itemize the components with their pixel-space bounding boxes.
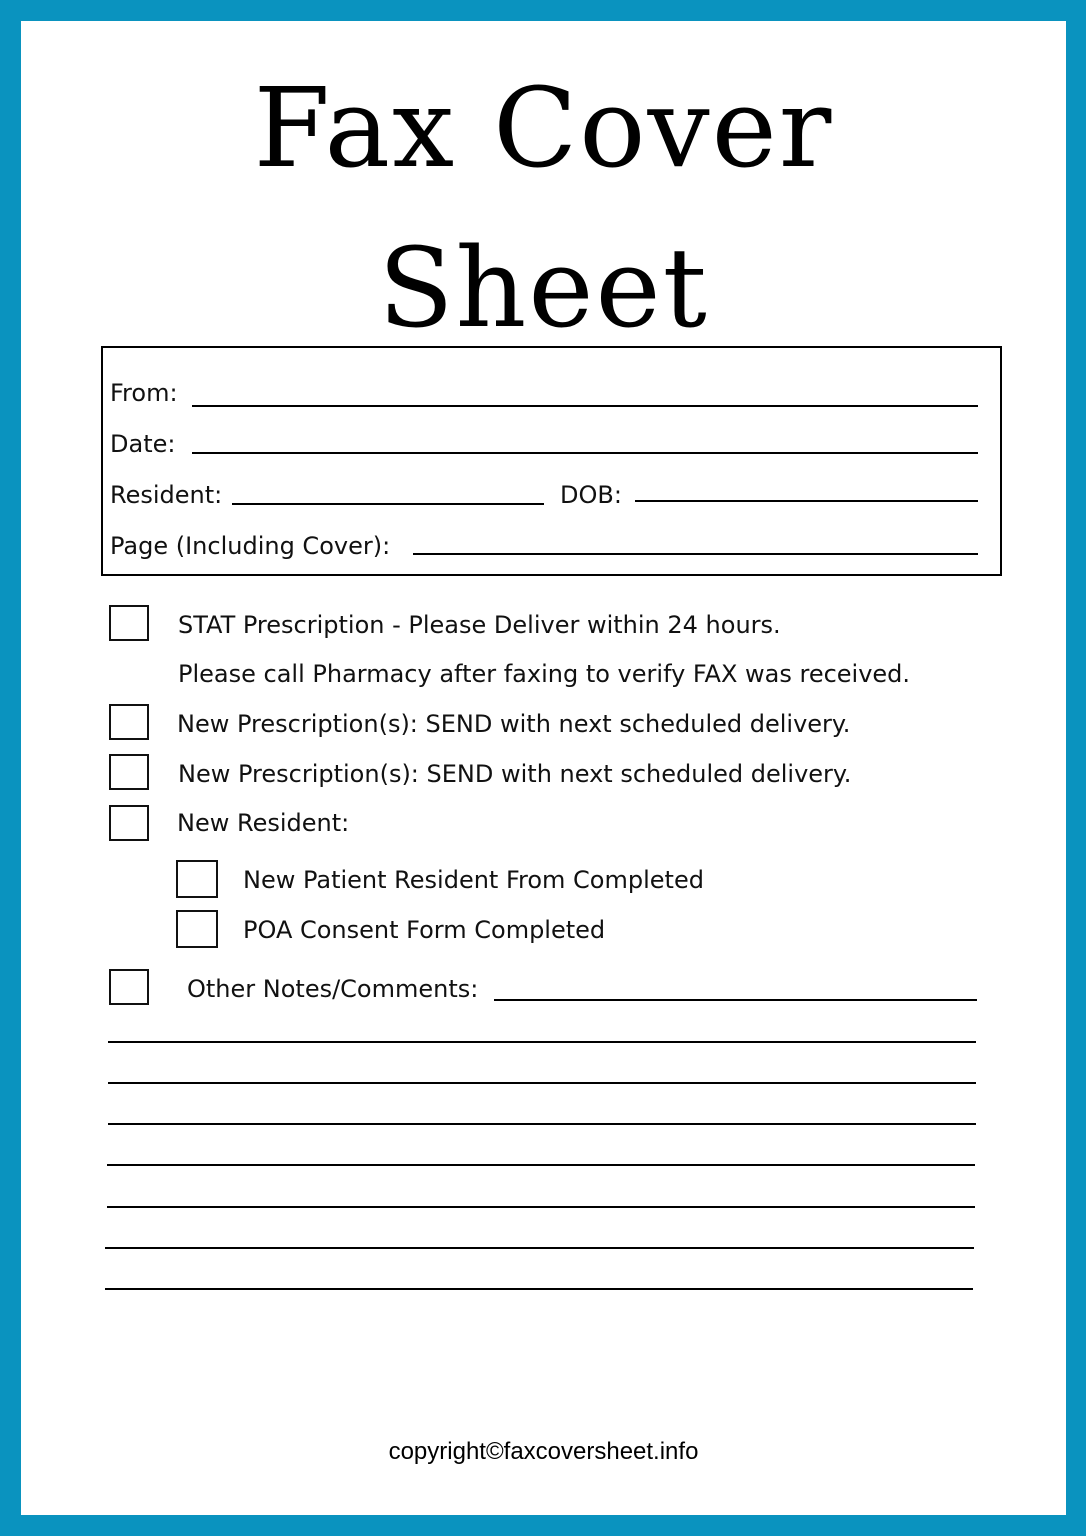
new-prescription-label-2: New Prescription(s): SEND with next scheduled delivery. bbox=[178, 760, 852, 788]
dob-label: DOB: bbox=[560, 481, 622, 509]
notes-line-4[interactable] bbox=[107, 1164, 975, 1166]
notes-line-6[interactable] bbox=[105, 1247, 974, 1249]
notes-line-1[interactable] bbox=[108, 1041, 976, 1043]
notes-line-5[interactable] bbox=[107, 1206, 975, 1208]
other-notes-label: Other Notes/Comments: bbox=[187, 975, 479, 1003]
date-field[interactable] bbox=[192, 452, 978, 454]
notes-line-2[interactable] bbox=[108, 1082, 976, 1084]
pages-field[interactable] bbox=[413, 553, 978, 555]
fax-cover-page bbox=[21, 21, 1066, 1515]
pages-label: Page (Including Cover): bbox=[110, 532, 391, 560]
dob-field[interactable] bbox=[635, 500, 978, 502]
notes-line-7[interactable] bbox=[105, 1288, 973, 1290]
stat-checkbox[interactable] bbox=[109, 605, 149, 641]
new-prescription-checkbox-1[interactable] bbox=[109, 704, 149, 740]
copyright-notice: copyright©faxcoversheet.info bbox=[388, 1438, 699, 1465]
new-prescription-checkbox-2[interactable] bbox=[109, 754, 149, 790]
from-label: From: bbox=[110, 379, 178, 407]
date-label: Date: bbox=[110, 430, 176, 458]
page-title-line-2: Sheet bbox=[378, 224, 709, 352]
resident-label: Resident: bbox=[110, 481, 223, 509]
from-field[interactable] bbox=[192, 405, 978, 407]
new-patient-form-label: New Patient Resident From Completed bbox=[243, 866, 704, 894]
other-notes-checkbox[interactable] bbox=[109, 969, 149, 1005]
stat-note: Please call Pharmacy after faxing to verify FAX was received. bbox=[178, 660, 911, 688]
new-resident-label: New Resident: bbox=[177, 809, 350, 837]
new-resident-checkbox[interactable] bbox=[109, 805, 149, 841]
poa-form-checkbox[interactable] bbox=[176, 910, 218, 948]
notes-line-3[interactable] bbox=[108, 1123, 976, 1125]
resident-field[interactable] bbox=[232, 503, 544, 505]
stat-label: STAT Prescription - Please Deliver within 24 hours. bbox=[178, 611, 781, 639]
page-title-line-1: Fax Cover bbox=[253, 64, 834, 192]
new-patient-form-checkbox[interactable] bbox=[176, 860, 218, 898]
other-notes-field[interactable] bbox=[494, 999, 977, 1001]
sender-info-box bbox=[101, 346, 1002, 576]
poa-form-label: POA Consent Form Completed bbox=[243, 916, 606, 944]
new-prescription-label-1: New Prescription(s): SEND with next scheduled delivery. bbox=[177, 710, 851, 738]
